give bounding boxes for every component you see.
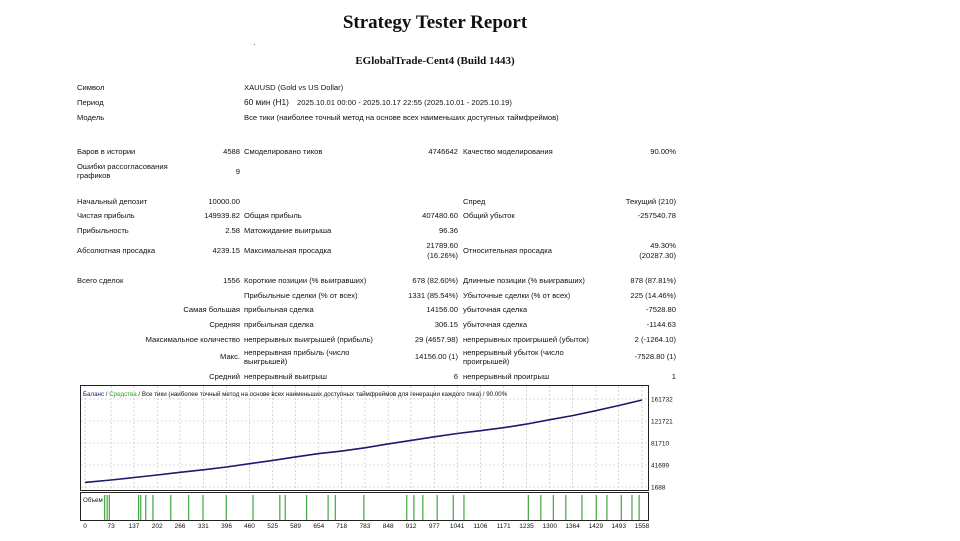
x-tick-label: 1106 xyxy=(473,523,488,530)
max-count-loss-value: 2 (-1264.10) xyxy=(634,335,676,344)
profit-factor-label: Прибыльность xyxy=(77,226,129,235)
x-tick-label: 1493 xyxy=(611,523,626,530)
x-tick-label: 1429 xyxy=(588,523,604,530)
y-axis-ticks xyxy=(651,397,673,492)
x-tick-label: 1041 xyxy=(449,523,465,530)
loss-trades-value: 225 (14.46%) xyxy=(630,291,676,300)
bars-value: 4588 xyxy=(223,147,240,156)
y-tick-label: 1688 xyxy=(651,484,666,492)
payoff-label: Матожидание выигрыша xyxy=(244,226,332,235)
largest-prefix: Самая большая xyxy=(183,305,240,314)
y-tick-label: 81710 xyxy=(651,440,670,448)
deposit-value: 10000.00 xyxy=(208,197,240,206)
ticks-label: Смоделировано тиков xyxy=(244,147,323,156)
x-tick-label: 266 xyxy=(174,523,186,530)
avg-win-value: 306.15 xyxy=(434,320,458,329)
volume-label: Объем xyxy=(83,497,103,504)
long-positions-value: 878 (87.81%) xyxy=(630,276,676,285)
x-tick-label: 1171 xyxy=(496,523,511,530)
avg-consecutive-loss-label: непрерывный проигрыш xyxy=(463,372,550,381)
max-count-win-value: 29 (4657.98) xyxy=(414,335,458,344)
x-tick-label: 1235 xyxy=(519,523,534,530)
max-prefix: Макс. xyxy=(220,352,240,361)
max-drawdown-value: 21789.60 xyxy=(426,241,458,250)
x-tick-label: 654 xyxy=(313,523,325,530)
y-tick-label: 161732 xyxy=(651,396,673,404)
model-label: Модель xyxy=(77,113,105,122)
rel-drawdown-label: Относительная просадка xyxy=(463,246,552,255)
gross-profit-value: 407480.60 xyxy=(422,211,458,220)
profit-factor-value: 2.58 xyxy=(225,226,240,235)
net-profit-value: 149939.82 xyxy=(204,211,240,220)
abs-drawdown-label: Абсолютная просадка xyxy=(77,246,156,255)
period-range: 2025.10.01 00:00 - 2025.10.17 22:55 (2025.10.01 - 2025.10.19) xyxy=(297,98,512,107)
spread-label: Спред xyxy=(463,197,486,206)
model-value: Все тики (наиболее точный метод на основе всех наименьших доступных таймфреймов) xyxy=(244,113,559,122)
avg-consecutive-win-value: 6 xyxy=(453,372,458,381)
y-tick-label: 41699 xyxy=(651,462,670,470)
mismatch-value: 9 xyxy=(235,167,240,176)
x-tick-label: 396 xyxy=(221,523,233,530)
max-count-win-label: непрерывных выигрышей (прибыль) xyxy=(244,335,373,344)
x-tick-label: 589 xyxy=(290,523,302,530)
x-tick-label: 1364 xyxy=(565,523,580,530)
x-tick-label: 202 xyxy=(151,523,163,530)
volume-frame xyxy=(81,493,649,521)
avg-consecutive-loss-value: 1 xyxy=(671,372,676,381)
long-positions-label: Длинные позиции (% выигравших) xyxy=(463,276,585,285)
total-trades-label: Всего сделок xyxy=(77,276,124,285)
report-subtitle: EGlobalTrade-Cent4 (Build 1443) xyxy=(355,55,515,67)
max-loss-value: -7528.80 (1) xyxy=(634,352,676,361)
max-loss-label: непрерывный убыток (число проигрышей) xyxy=(463,348,564,366)
max-win-value: 14156.00 (1) xyxy=(414,352,458,361)
abs-drawdown-value: 4239.15 xyxy=(212,246,240,255)
legend-separator: / xyxy=(104,391,110,398)
x-tick-label: 137 xyxy=(128,523,140,530)
chart-legend xyxy=(83,391,508,398)
mismatch-label: Ошибки рассогласования графиков xyxy=(77,162,168,180)
y-tick-label: 121721 xyxy=(651,418,673,426)
x-axis-ticks xyxy=(83,523,649,530)
x-tick-label: 848 xyxy=(382,523,394,530)
x-tick-label: 73 xyxy=(107,523,115,530)
stray-dot: · xyxy=(253,40,256,49)
short-positions-value: 678 (82.60%) xyxy=(412,276,458,285)
x-tick-label: 331 xyxy=(197,523,209,530)
x-tick-label: 1300 xyxy=(542,523,557,530)
loss-trades-label: Убыточные сделки (% от всех) xyxy=(463,291,571,300)
report-title: Strategy Tester Report xyxy=(342,12,528,33)
payoff-value: 96.36 xyxy=(438,226,458,235)
x-tick-label: 718 xyxy=(336,523,348,530)
gross-profit-label: Общая прибыль xyxy=(244,211,302,220)
avg-consecutive-prefix: Средний xyxy=(209,372,240,381)
balance-chart xyxy=(80,385,690,533)
max-drawdown-label: Максимальная просадка xyxy=(244,246,332,255)
max-win-label: непрерывная прибыль (число выигрышей) xyxy=(244,348,350,366)
gross-loss-value: -257540.78 xyxy=(637,211,676,220)
x-tick-label: 977 xyxy=(428,523,440,530)
largest-win-value: 14156.00 xyxy=(426,305,458,314)
x-tick-label: 0 xyxy=(83,523,87,530)
avg-loss-label: убыточная сделка xyxy=(463,320,528,329)
win-trades-value: 1331 (85.54%) xyxy=(408,291,458,300)
rel-drawdown-value: 49.30% xyxy=(650,241,676,250)
avg-consecutive-win-label: непрерывный выигрыш xyxy=(244,372,327,381)
ticks-value: 4746642 xyxy=(428,147,458,156)
total-trades-value: 1556 xyxy=(223,276,240,285)
rel-drawdown-abs: (20287.30) xyxy=(639,251,676,260)
legend-balance: Баланс xyxy=(83,391,105,398)
x-tick-label: 1558 xyxy=(634,523,650,530)
largest-loss-value: -7528.80 xyxy=(646,305,676,314)
net-profit-label: Чистая прибыль xyxy=(77,211,135,220)
bars-label: Баров в истории xyxy=(77,147,136,156)
quality-value: 90.00% xyxy=(650,147,676,156)
x-tick-label: 783 xyxy=(359,523,371,530)
deposit-label: Начальный депозит xyxy=(77,197,148,206)
symbol-label: Символ xyxy=(77,83,105,92)
period-timeframe: 60 мин (H1) xyxy=(244,97,289,107)
largest-win-label: прибыльная сделка xyxy=(244,305,314,314)
max-drawdown-pct: (16.26%) xyxy=(427,251,458,260)
max-count-prefix: Максимальное количество xyxy=(145,335,240,344)
max-count-loss-label: непрерывных проигрышей (убыток) xyxy=(463,335,589,344)
avg-loss-value: -1144.63 xyxy=(646,320,676,329)
avg-win-label: прибыльная сделка xyxy=(244,320,314,329)
period-label: Период xyxy=(77,98,104,107)
symbol-value: XAUUSD (Gold vs US Dollar) xyxy=(244,83,344,92)
x-tick-label: 460 xyxy=(244,523,255,530)
spread-value: Текущий (210) xyxy=(625,197,676,206)
win-trades-label: Прибыльные сделки (% от всех) xyxy=(244,291,358,300)
legend-details: / Все тики (наиболее точный метод на основе всех наименьших доступных таймфреймов для генерации каждого тика) / 90.00% xyxy=(136,391,508,398)
gross-loss-label: Общий убыток xyxy=(463,211,515,220)
quality-label: Качество моделирования xyxy=(463,147,553,156)
x-tick-label: 525 xyxy=(267,523,279,530)
average-prefix: Средняя xyxy=(209,320,240,329)
short-positions-label: Короткие позиции (% выигравших) xyxy=(244,276,367,285)
x-tick-label: 912 xyxy=(405,523,417,530)
largest-loss-label: убыточная сделка xyxy=(463,305,528,314)
legend-equity: Средства xyxy=(109,391,137,398)
